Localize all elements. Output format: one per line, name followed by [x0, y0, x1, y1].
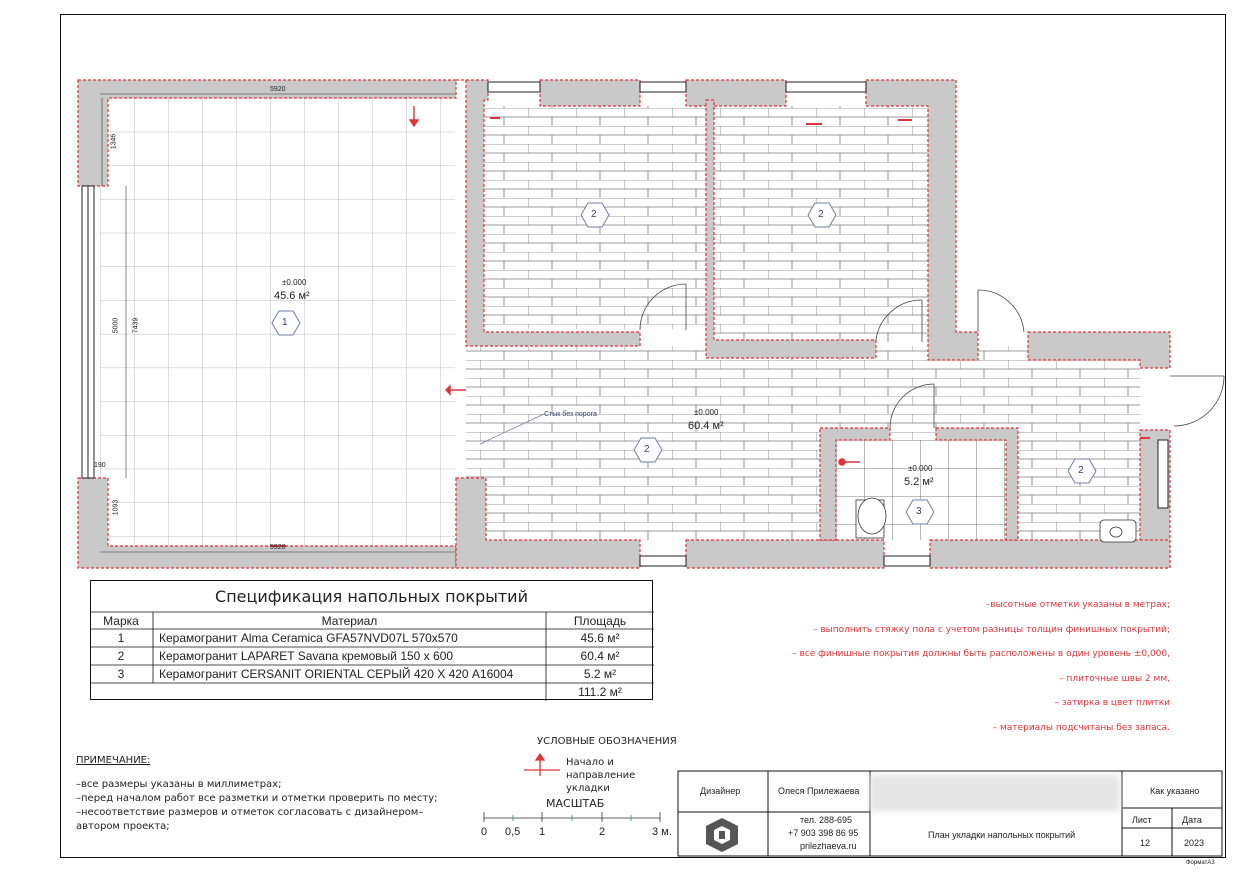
room-2c-mark: 2	[1078, 465, 1084, 476]
spec-row	[91, 647, 652, 665]
scale-tick: 0	[481, 826, 488, 838]
room-2-area: 60.4 м²	[688, 420, 724, 432]
spec-title: Спецификация напольных покрытий	[215, 587, 528, 606]
legend-symbol	[524, 754, 560, 776]
scale-bar	[484, 812, 660, 822]
red-note: – все финишные покрытия должны быть расположены в один уровень ±0,000,	[792, 649, 1170, 659]
scale-title: МАСШТАБ	[546, 797, 605, 810]
red-note: –высотные отметки указаны в метрах;	[985, 600, 1170, 610]
tb-phone1: тел. 288-695	[800, 815, 853, 825]
dim-top: 5920	[270, 86, 286, 93]
tb-role: Дизайнер	[700, 786, 741, 796]
dim-left-b: 5000	[112, 317, 120, 334]
dim-left-a: 1346	[110, 133, 118, 150]
designer-logo-icon	[706, 818, 738, 852]
general-notes	[76, 754, 446, 834]
tb-sheet-title: План укладки напольных покрытий	[928, 830, 1076, 840]
room-3-elevation: ±0.000	[908, 464, 933, 473]
room-2-mark: 2	[644, 444, 650, 455]
scale-tick: 1	[539, 826, 546, 838]
spec-cell-material: Керамогранит CERSANIT ORIENTAL СЕРЫЙ 420 Х 420 А16004	[159, 667, 514, 681]
spec-row	[91, 665, 652, 683]
dim-left-c: 7439	[132, 317, 140, 334]
red-notes	[770, 600, 1170, 747]
spec-header-row	[91, 612, 652, 630]
scale-tick: 2	[599, 826, 606, 838]
room-2b-mark: 2	[818, 209, 824, 220]
tb-sheet-label: Лист	[1132, 815, 1152, 825]
spec-total: 111.2 м²	[578, 685, 622, 699]
legend-title: УСЛОВНЫЕ ОБОЗНАЧЕНИЯ	[537, 736, 677, 747]
general-note: –перед началом работ все разметки и отметки проверить по месту;	[76, 793, 438, 804]
red-note: – затирка в цвет плитки	[1054, 698, 1170, 708]
dim-left-d: 1093	[112, 499, 120, 516]
spec-cell-area: 60.4 м²	[580, 649, 620, 663]
tb-phone2: +7 903 398 86 95	[788, 828, 859, 838]
spec-cell-area: 45.6 м²	[580, 631, 620, 645]
red-note: – материалы подсчитаны без запаса.	[992, 722, 1170, 733]
tb-date: 2023	[1184, 838, 1205, 848]
spec-header-material: Материал	[321, 614, 378, 628]
general-note: –все размеры указаны в миллиметрах;	[76, 779, 282, 790]
scale-tick: 0,5	[505, 826, 521, 838]
tb-scale-label: Как указано	[1150, 786, 1200, 796]
spec-header-area: Площадь	[573, 614, 627, 628]
tb-designer: Олеся Прилежаева	[778, 786, 860, 796]
spec-cell-area: 5.2 м²	[583, 667, 617, 681]
room-1-elevation: ±0.000	[282, 278, 307, 287]
room-2-elevation: ±0.000	[694, 408, 719, 417]
dim-bottom: 5920	[270, 544, 286, 551]
general-notes-title: ПРИМЕЧАНИЕ:	[76, 755, 151, 766]
red-note: – плиточные швы 2 мм,	[1059, 673, 1170, 684]
legend-item: Начало и направление укладки	[566, 757, 636, 794]
room-1-area: 45.6 м²	[274, 290, 310, 302]
room-3-mark: 3	[916, 506, 922, 517]
tb-site: prilezhaeva.ru	[800, 841, 857, 851]
spec-header-mark: Марка	[103, 614, 139, 628]
spec-cell-mark: 1	[117, 631, 125, 645]
red-note: – выполнить стяжку пола с учетом разницы толщин финишных покрытий;	[812, 624, 1170, 635]
room-3-area: 5.2 м²	[904, 476, 934, 488]
room-1-mark: 1	[282, 317, 288, 328]
room-2a-mark: 2	[591, 209, 597, 220]
spec-row	[91, 629, 652, 647]
spec-cell-mark: 2	[117, 649, 125, 663]
tb-format: ФорматА3	[1186, 860, 1215, 866]
scale-tick: 3 м.	[652, 826, 672, 838]
threshold-note: Стык без порога	[544, 411, 597, 418]
general-note: –несоответствие размеров и отметок согласовать с дизайнером–автором проекта;	[76, 807, 424, 832]
tb-sheet-no: 12	[1140, 838, 1151, 848]
tb-date-label: Дата	[1182, 815, 1202, 825]
dim-left-e: 190	[94, 462, 106, 469]
spec-cell-material: Керамогранит Alma Ceramica GFA57NVD07L 570х570	[159, 631, 458, 645]
spec-cell-mark: 3	[117, 667, 125, 681]
spec-table	[90, 580, 653, 700]
redacted-project-info	[870, 775, 1120, 811]
spec-total-row	[91, 683, 652, 701]
spec-cell-material: Керамогранит LAPARET Savana кремовый 150 х 600	[159, 649, 454, 663]
